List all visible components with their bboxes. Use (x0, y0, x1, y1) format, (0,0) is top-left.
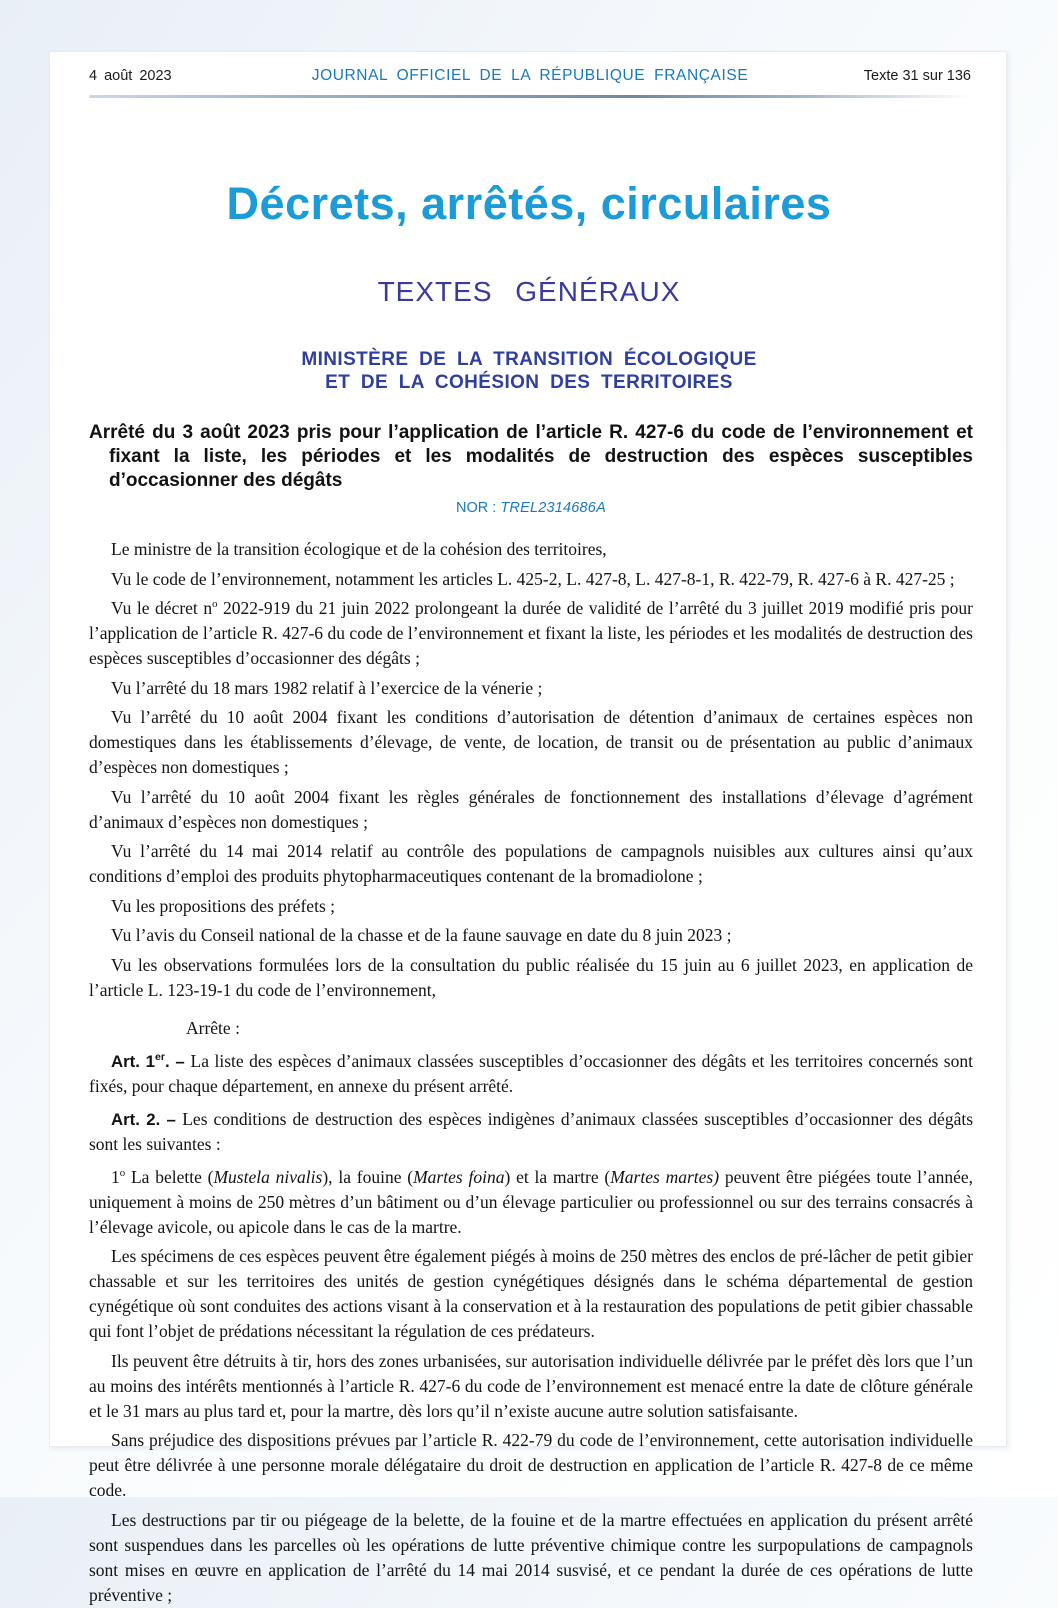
text-segment: o (119, 1166, 126, 1179)
text-segment: 1 (111, 1166, 120, 1187)
text-segment: peuvent être piégées toute l’année, uniquement à moins de 250 mètres d’un bâtiment ou d’un élevage particulier ou professionnel ou sur des terrains consacrés à l’élevage avicole, ou apicole dans le cas de la martre. (89, 1166, 973, 1237)
ministry-line-1: MINISTÈRE DE LA TRANSITION ÉCOLOGIQUE (301, 349, 757, 370)
text-segment: Art. 1 (111, 1051, 156, 1071)
text-segment: er (155, 1050, 165, 1063)
text-segment: Les spécimens de ces espèces peuvent être également piégés à moins de 250 mètres des enclos de pré-lâcher de petit gibier chassable et sur les territoires des unités de gestion cynégétiques désignés dans le schéma départemental de gestion cynégétique où sont conduites des actions visant à la conservation et à la restauration des populations de petit gibier chassable qui font l’objet de prédations nécessitant la régulation de ces prédateurs. (89, 1246, 973, 1341)
text-segment: Le ministre de la transition écologique et de la cohésion des territoires, (111, 539, 607, 559)
paragraph (89, 839, 973, 889)
text-segment: Vu l’arrêté du 10 août 2004 fixant les règles générales de fonctionnement des installations d’élevage d’agrément d’animaux d’espèces non domestiques ; (89, 786, 973, 832)
act-paragraphs (89, 537, 973, 1608)
text-segment: Vu les observations formulées lors de la consultation du public réalisée du 15 juin au 6 juillet 2023, en application de l’article L. 123-19-1 du code de l’environnement, (89, 954, 973, 1000)
text-segment: o (212, 598, 218, 611)
text-segment: Vu le code de l’environnement, notamment les articles L. 425-2, L. 427-8, L. 427-8-1, R. 422-79, R. 427-6 à R. 427-25 ; (111, 568, 955, 589)
text-segment: Les destructions par tir ou piégeage de la belette, de la fouine et de la martre effectuées en application du présent arrêté sont suspendues dans les parcelles où les opérations de lutte préventive chimique contre les surpopulations de campagnols sont mises en œuvre en application de l’arrêté du 14 mai 2014 susvisé, et ce pendant la durée de ces opérations de lutte préventive ; (89, 1509, 973, 1605)
text-segment: Mustela nivalis (213, 1166, 323, 1187)
text-segment: Vu l’arrêté du 14 mai 2014 relatif au contrôle des populations de campagnols nuisibles aux cultures ainsi qu’aux conditions d’emploi des produits phytopharmaceutiques contenant de la bromadiolone ; (89, 841, 973, 886)
section-subtitle: TEXTES GÉNÉRAUX (377, 276, 681, 307)
paragraph (89, 923, 973, 948)
nor-value: TREL2314686A (500, 500, 606, 516)
text-segment: Les conditions de destruction des espèces indigènes d’animaux classées susceptibles d’occasionner des dégâts sont les suivantes : (89, 1108, 974, 1154)
running-header (89, 65, 971, 87)
text-segment: Vu l’arrêté du 10 août 2004 fixant les conditions d’autorisation de détention d’animaux de certaines espèces non domestiques dans les établissements d’élevage, de vente, de location, de transit ou de présentation au public d’animaux d’espèces non domestiques ; (89, 707, 973, 777)
paragraph (89, 1107, 973, 1157)
paragraph (89, 894, 973, 919)
paragraph (89, 1244, 973, 1344)
text-segment: Sans préjudice des dispositions prévues par l’article R. 422-79 du code de l’environnement, cette autorisation individuelle peut être délivrée à une personne morale délégataire du droit de destruction en application de l’article R. 427-8 de ce même code. (89, 1430, 973, 1500)
paragraph (89, 1349, 973, 1424)
paragraph (89, 676, 973, 701)
paragraph (89, 1016, 973, 1041)
header-journal-title: JOURNAL OFFICIEL DE LA RÉPUBLIQUE FRANÇAISE (311, 67, 749, 84)
text-segment: ) et la martre ( (504, 1166, 611, 1187)
paragraph (89, 705, 973, 780)
section-title: Décrets, arrêtés, circulaires (226, 178, 832, 229)
paragraph (89, 537, 973, 562)
paragraph (89, 953, 973, 1003)
header-texte-ref: Texte 31 sur 136 (863, 68, 971, 84)
act-title: Arrêté du 3 août 2023 pris pour l’application de l’article R. 427-6 du code de l’environnement et fixant la liste, les périodes et les modalités de destruction des espèces susceptibles d’occasionner des dégâts (89, 422, 973, 491)
act-body (89, 421, 973, 1608)
text-segment: Art. 2. – (111, 1109, 183, 1129)
header-rule (89, 95, 971, 98)
text-segment: ), la fouine ( (322, 1166, 414, 1187)
paragraph (89, 1165, 973, 1240)
paragraph (89, 596, 973, 671)
text-segment: Vu les propositions des préfets ; (111, 895, 335, 916)
text-segment: La liste des espèces d’animaux classées susceptibles d’occasionner des dégâts et les territoires concernés sont fixés, pour chaque département, en annexe du présent arrêté. (89, 1050, 973, 1096)
text-segment: Ils peuvent être détruits à tir, hors des zones urbanisées, sur autorisation individuelle délivrée par le préfet dès lors que l’un au moins des intérêts mentionnés à l’article R. 427-6 du code de l’environnement est menacé entre la date de clôture générale et le 31 mars au plus tard et, pour la martre, dès lors qu’il n’existe aucune autre solution satisfaisante. (89, 1350, 973, 1421)
paragraph (89, 1049, 973, 1099)
header-date: 4 août 2023 (89, 68, 172, 84)
ministry-heading (50, 348, 1008, 394)
text-segment: La belette ( (125, 1166, 214, 1187)
nor-label: NOR : (456, 500, 501, 516)
text-segment: Martes foina (413, 1166, 505, 1187)
text-segment: Arrête : (186, 1017, 240, 1038)
text-segment: Martes martes) (610, 1166, 720, 1187)
document-page (49, 51, 1007, 1605)
ministry-line-2: ET DE LA COHÉSION DES TERRITOIRES (325, 372, 733, 393)
nor-line (89, 500, 973, 516)
paragraph (89, 567, 973, 592)
text-segment: Vu le décret n (111, 598, 213, 618)
text-segment: 2022-919 du 21 juin 2022 prolongeant la durée de validité de l’arrêté du 3 juillet 2019 modifié pris pour l’application de l’article R. 427-6 du code de l’environnement et fixant la liste, les périodes et les modalités de destruction des espèces susceptibles d’occasionner des dégâts ; (89, 598, 973, 668)
text-segment: Vu l’arrêté du 18 mars 1982 relatif à l’exercice de la vénerie ; (111, 677, 543, 698)
text-segment: Vu l’avis du Conseil national de la chasse et de la faune sauvage en date du 8 juin 2023 ; (111, 925, 732, 945)
paragraph (89, 785, 973, 835)
paragraph (89, 1428, 973, 1503)
text-segment: . – (164, 1051, 191, 1071)
paragraph (89, 1508, 973, 1608)
